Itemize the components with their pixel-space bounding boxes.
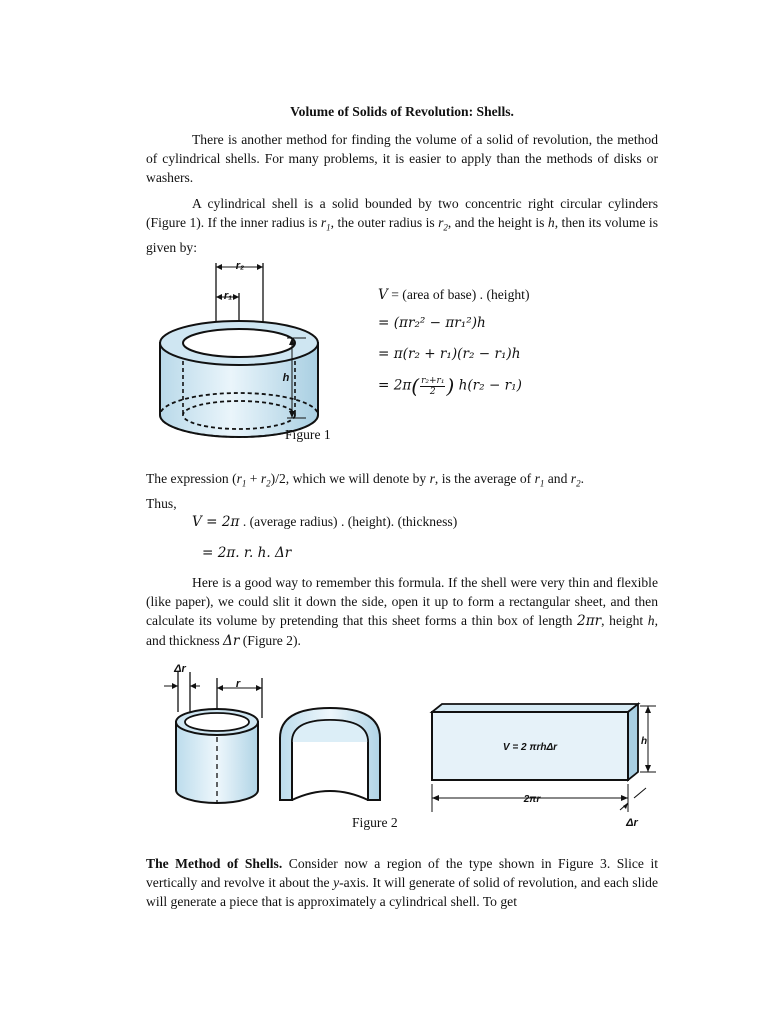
paragraph-shell-definition: A cylindrical shell is a solid bounded by two concentric right circular cylinders (Figure 1). If the inner radius is $r_1$, the outer radius is $r_2$, and the height is h, then its volume is given by: [146,196,658,255]
paragraph-method-of-shells: The Method of Shells. Consider now a region of the type shown in Figure 3. Slice it vertically and revolve it about the y-axis. It will generate of solid of revolution, and each slide will generate a piece that is approximately a cylindrical shell. To get [146,856,658,909]
figure1-caption: Figure 1 [285,427,331,442]
figure2-label-2pir: 2πr [523,794,541,805]
formula-volume-line3: = π(r₂ + r₁)(r₂ − r₁)h [378,346,521,362]
figure2-label-h: h [640,736,648,747]
formula-shell-line2: = 2π. r. h. Δr [202,545,292,561]
figure1-label-h: h [282,372,290,384]
paragraph-remember-formula: Here is a good way to remember this formula. If the shell were very thin and flexible (like paper), we could slit it down the side, open it up to form a rectangular sheet, and then calculate its volume by pretending that this sheet forms a thin box of length 2πr, height h, and thickness Δr (Figure 2). [146,575,658,649]
figure2-unrolled-shell [150,660,670,830]
page-title: Volume of Solids of Revolution: Shells. [290,104,514,119]
fraction: $\frac{\text{r₂+r₁}}{2}$ [421,375,445,397]
figure2-caption: Figure 2 [352,815,398,830]
figure2-label-dr: Δr [174,663,186,675]
formula-volume-line2: = (πr₂² − πr₁²)h [378,315,486,331]
figure2-volume-formula: V = 2 πrhΔr [502,742,558,753]
figure2-label-dr2: Δr [626,817,638,829]
paragraph-intro-text: There is another method for finding the volume of a solid of revolution, the method of cylindrical shells. For many problems, it is easier to apply than the methods of disks or washers. [146,132,658,185]
formula-shell-line1: V = 2π . (average radius) . (height). (thickness) [192,514,458,530]
figure2-label-r: r [235,678,241,690]
formula-volume-line4: = 2π( $\frac{\text{r₂+r₁}}{2}$ ) h(r₂ − r₁) [378,374,522,398]
figure1-label-r1: r₁ [223,290,233,302]
figure1-cylindrical-shell [150,255,320,455]
figure1-label-r2: r₂ [235,260,245,272]
paragraph-intro [146,130,658,187]
paragraph-average-radius: The expression $(r_1 + r_2)/2$, which we will denote by r, is the average of $r_1$ and $r_2$. Thus, [146,471,584,511]
formula-volume-line1: V = (area of base) . (height) [378,287,530,303]
